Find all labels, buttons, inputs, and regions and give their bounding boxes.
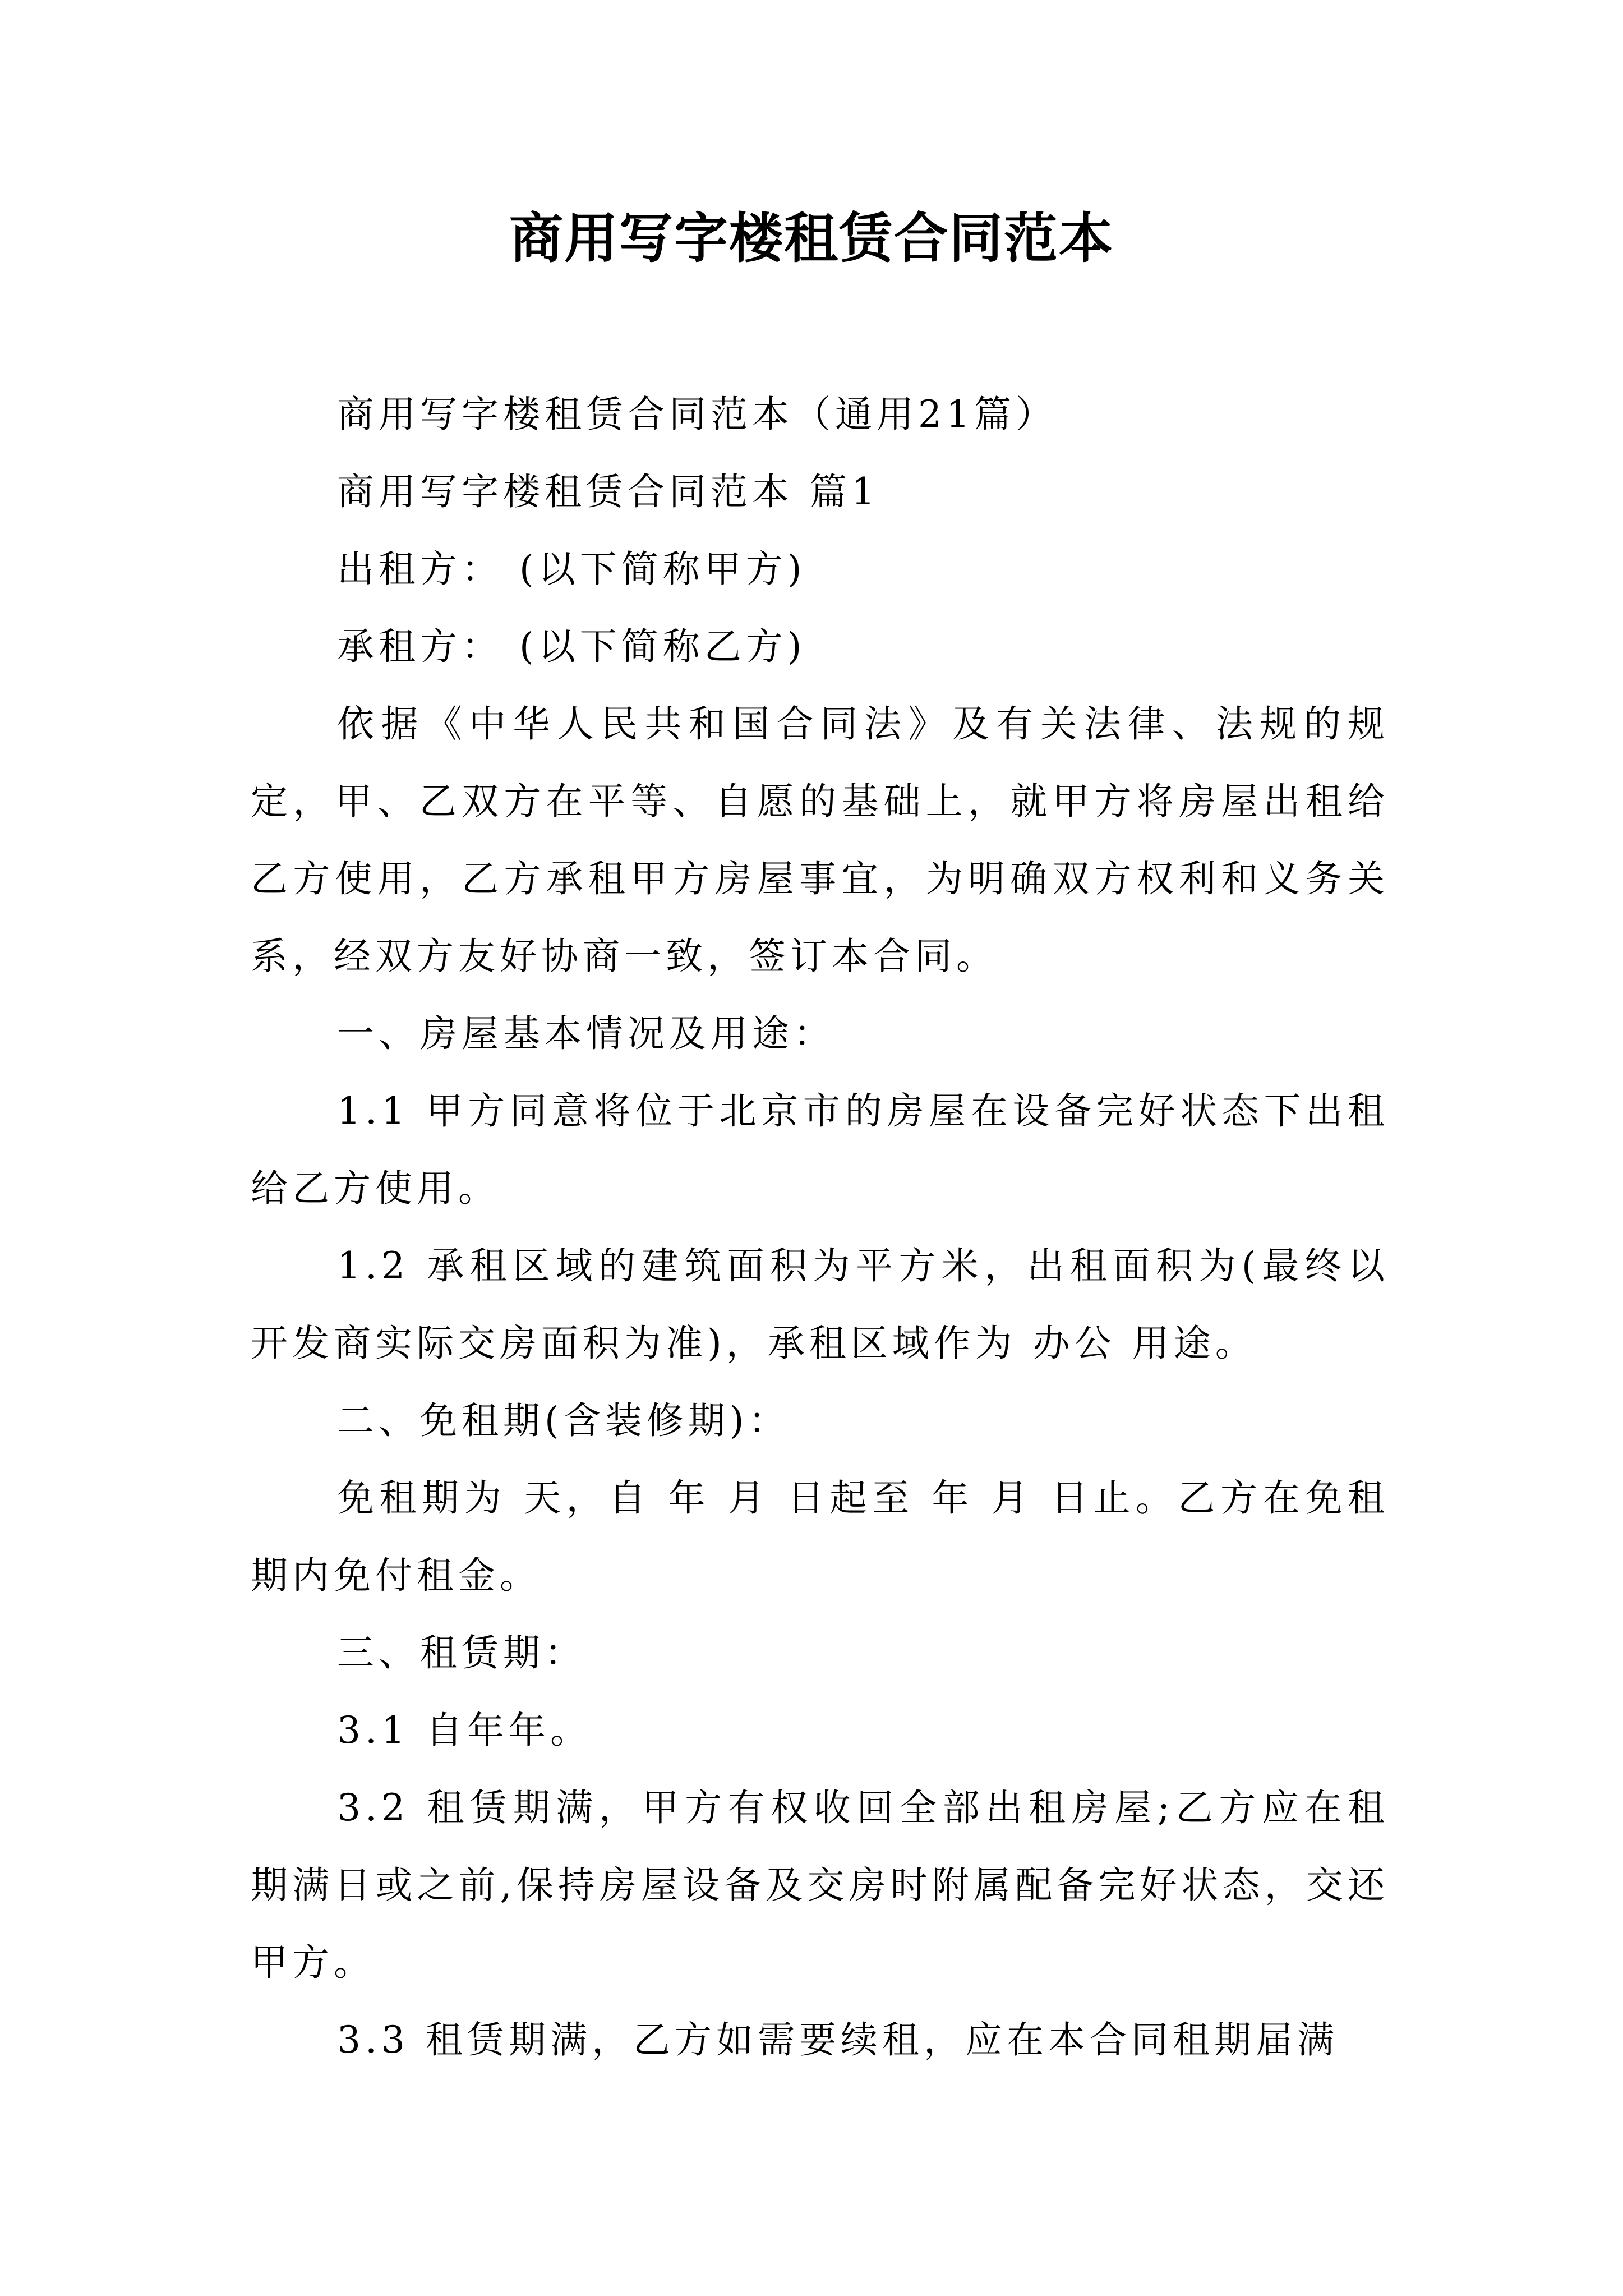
clause-heading: 一、房屋基本情况及用途： [337, 1012, 835, 1055]
clause-heading: 二、免租期(含装修期)： [337, 1399, 790, 1442]
clause-paragraph: 3.3 租赁期满，乙方如需要续租，应在本合同租期届满 [337, 2018, 1339, 2062]
clause-paragraph: 3.1 自年年。 [337, 1709, 592, 1752]
preamble-paragraph: 依据《中华人民共和国合同法》及有关法律、法规的规定，甲、乙双方在平等、自愿的基础上，就甲方将房屋出租给乙方使用，乙方承租甲方房屋事宜，为明确双方权利和义务关系，经双方友好协商一致，签订本合同。 [251, 702, 1389, 978]
clause-paragraph: 3.2 租赁期满，甲方有权收回全部出租房屋;乙方应在租期满日或之前,保持房屋设备及交房时附属配备完好状态，交还甲方。 [251, 1786, 1389, 1984]
subtitle-paragraph: 商用写字楼租赁合同范本（通用21篇） [337, 393, 1057, 436]
clause-paragraph: 1.1 甲方同意将位于北京市的房屋在设备完好状态下出租给乙方使用。 [251, 1089, 1389, 1210]
document-body [251, 376, 1389, 2079]
section-heading: 商用写字楼租赁合同范本 篇1 [337, 470, 879, 513]
lessee-line: 承租方： (以下简称乙方) [337, 625, 806, 668]
clause-heading: 三、租赁期： [337, 1631, 586, 1674]
clause-paragraph: 1.2 承租区域的建筑面积为平方米，出租面积为(最终以开发商实际交房面积为准)，承租区域作为 办公 用途。 [251, 1244, 1389, 1365]
lessor-line: 出租方： (以下简称甲方) [337, 547, 806, 591]
clause-paragraph: 免租期为 天，自 年 月 日起至 年 月 日止。乙方在免租期内免付租金。 [251, 1476, 1389, 1597]
document-title: 商用写字楼租赁合同范本 [509, 207, 1114, 270]
